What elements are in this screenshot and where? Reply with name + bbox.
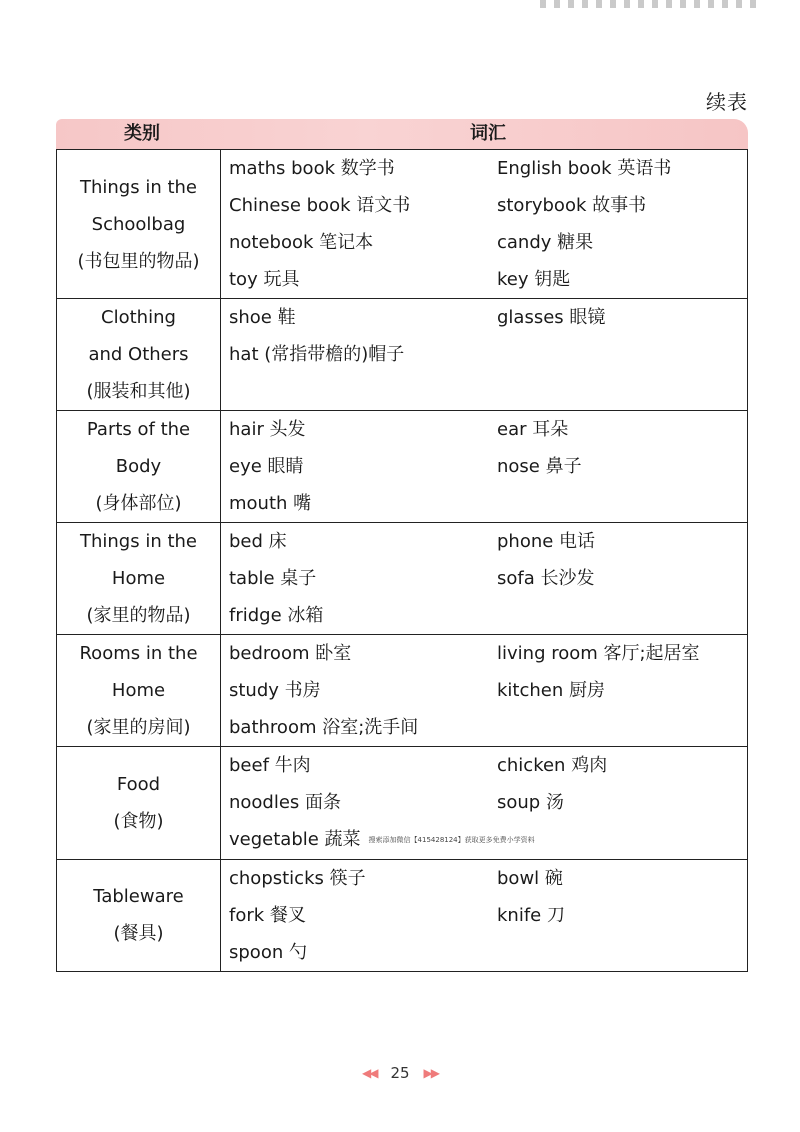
words-cell bbox=[221, 411, 748, 523]
table-row bbox=[57, 150, 748, 299]
table-row bbox=[57, 411, 748, 523]
header-vocabulary: 词汇 bbox=[470, 123, 506, 144]
category-line: Home bbox=[111, 680, 166, 701]
category-cell bbox=[57, 859, 221, 971]
category-line: Clothing bbox=[101, 307, 176, 328]
category-line: (食物) bbox=[113, 810, 164, 832]
vocab-word: knife 刀 bbox=[497, 904, 565, 926]
words-cell bbox=[221, 635, 748, 747]
word-grid bbox=[221, 523, 747, 634]
vocab-word: table 桌子 bbox=[229, 568, 317, 589]
word-grid bbox=[221, 747, 747, 859]
top-edge-marks bbox=[540, 0, 760, 8]
table-row bbox=[57, 747, 748, 860]
vocab-word bbox=[497, 821, 747, 859]
vocab-word: maths book 数学书 bbox=[229, 158, 395, 179]
category-line: Parts of the bbox=[86, 419, 191, 440]
vocab-word: storybook 故事书 bbox=[497, 195, 647, 216]
page-number: 25 bbox=[390, 1064, 410, 1082]
vocab-word: vegetable 蔬菜 bbox=[229, 829, 361, 850]
category-line: and Others bbox=[88, 344, 189, 365]
category-line: (身体部位) bbox=[95, 493, 182, 514]
vocab-word: bathroom 浴室;洗手间 bbox=[229, 717, 419, 738]
vocab-word: Chinese book 语文书 bbox=[229, 195, 411, 216]
vocab-word: fridge 冰箱 bbox=[229, 605, 324, 626]
vocab-word: sofa 长沙发 bbox=[497, 568, 595, 589]
vocab-word: eye 眼睛 bbox=[229, 456, 304, 477]
word-grid bbox=[221, 411, 747, 522]
watermark-note: 搜索添加微信【415428124】获取更多免费小学资料 bbox=[368, 835, 535, 844]
category-line: (家里的物品) bbox=[86, 605, 191, 626]
category-cell bbox=[57, 299, 221, 411]
word-grid bbox=[221, 635, 747, 746]
category-cell bbox=[57, 150, 221, 299]
vocab-word: hair 头发 bbox=[229, 419, 306, 440]
category-line: (书包里的物品) bbox=[77, 250, 200, 272]
category-line: Things in the bbox=[79, 531, 197, 552]
table-row bbox=[57, 635, 748, 747]
vocab-word: key 钥匙 bbox=[497, 269, 571, 290]
table-row bbox=[57, 859, 748, 971]
vocab-word: shoe 鞋 bbox=[229, 307, 296, 328]
vocab-word: noodles 面条 bbox=[229, 792, 342, 813]
vocab-word-with-note bbox=[229, 821, 535, 859]
vocab-word: study 书房 bbox=[229, 680, 321, 701]
prev-page-arrows-icon[interactable]: ◀◀ bbox=[361, 1066, 377, 1080]
vocabulary-table bbox=[56, 149, 748, 972]
vocab-word: beef 牛肉 bbox=[229, 755, 311, 776]
category-line: Rooms in the bbox=[79, 643, 198, 664]
category-line: (餐具) bbox=[113, 923, 164, 944]
category-cell bbox=[57, 635, 221, 747]
vocab-word: notebook 笔记本 bbox=[229, 232, 374, 253]
header-category: 类别 bbox=[124, 123, 160, 144]
word-grid bbox=[221, 150, 747, 298]
vocab-word: English book 英语书 bbox=[497, 158, 672, 179]
words-cell bbox=[221, 523, 748, 635]
vocab-word: ear 耳朵 bbox=[497, 419, 569, 440]
words-cell bbox=[221, 150, 748, 299]
vocab-word bbox=[497, 597, 747, 634]
vocab-word: bowl 碗 bbox=[497, 867, 563, 889]
vocab-word: chopsticks 筷子 bbox=[229, 867, 366, 889]
category-line: (服装和其他) bbox=[86, 381, 191, 402]
table-row bbox=[57, 523, 748, 635]
vocab-word: spoon 勺 bbox=[229, 941, 307, 963]
category-line: Schoolbag bbox=[91, 213, 186, 235]
pagination bbox=[340, 1062, 460, 1084]
vocab-word: mouth 嘴 bbox=[229, 493, 312, 514]
vocab-word: candy 糖果 bbox=[497, 232, 594, 253]
vocab-word: chicken 鸡肉 bbox=[497, 755, 608, 776]
vocab-word: kitchen 厨房 bbox=[497, 680, 605, 701]
vocab-word: phone 电话 bbox=[497, 531, 596, 552]
words-cell bbox=[221, 747, 748, 860]
vocab-word: glasses 眼镜 bbox=[497, 307, 606, 328]
category-line: Body bbox=[115, 456, 162, 477]
category-line: Things in the bbox=[79, 176, 197, 198]
category-cell bbox=[57, 523, 221, 635]
next-page-arrows-icon[interactable]: ▶▶ bbox=[423, 1066, 439, 1080]
vocab-word: fork 餐叉 bbox=[229, 904, 306, 926]
table-row bbox=[57, 299, 748, 411]
category-cell bbox=[57, 747, 221, 860]
category-line: Food bbox=[116, 773, 161, 795]
category-line: Tableware bbox=[93, 886, 184, 907]
vocab-word bbox=[497, 934, 747, 971]
words-cell bbox=[221, 299, 748, 411]
vocab-word: bedroom 卧室 bbox=[229, 643, 352, 664]
words-cell bbox=[221, 859, 748, 971]
category-line: Home bbox=[111, 568, 166, 589]
vocab-word: bed 床 bbox=[229, 531, 287, 552]
vocab-word: nose 鼻子 bbox=[497, 456, 582, 477]
word-grid bbox=[221, 860, 747, 971]
vocab-word: toy 玩具 bbox=[229, 269, 300, 290]
vocab-word: soup 汤 bbox=[497, 792, 564, 813]
category-line: (家里的房间) bbox=[86, 717, 191, 738]
continued-label: 续表 bbox=[706, 90, 748, 114]
category-cell bbox=[57, 411, 221, 523]
vocab-word bbox=[497, 709, 747, 746]
vocab-word: living room 客厅;起居室 bbox=[497, 643, 700, 664]
vocab-word bbox=[497, 485, 747, 522]
table-header bbox=[56, 119, 748, 149]
vocab-word: hat (常指带檐的)帽子 bbox=[229, 344, 405, 365]
vocab-word bbox=[497, 336, 747, 373]
word-grid bbox=[221, 299, 747, 373]
